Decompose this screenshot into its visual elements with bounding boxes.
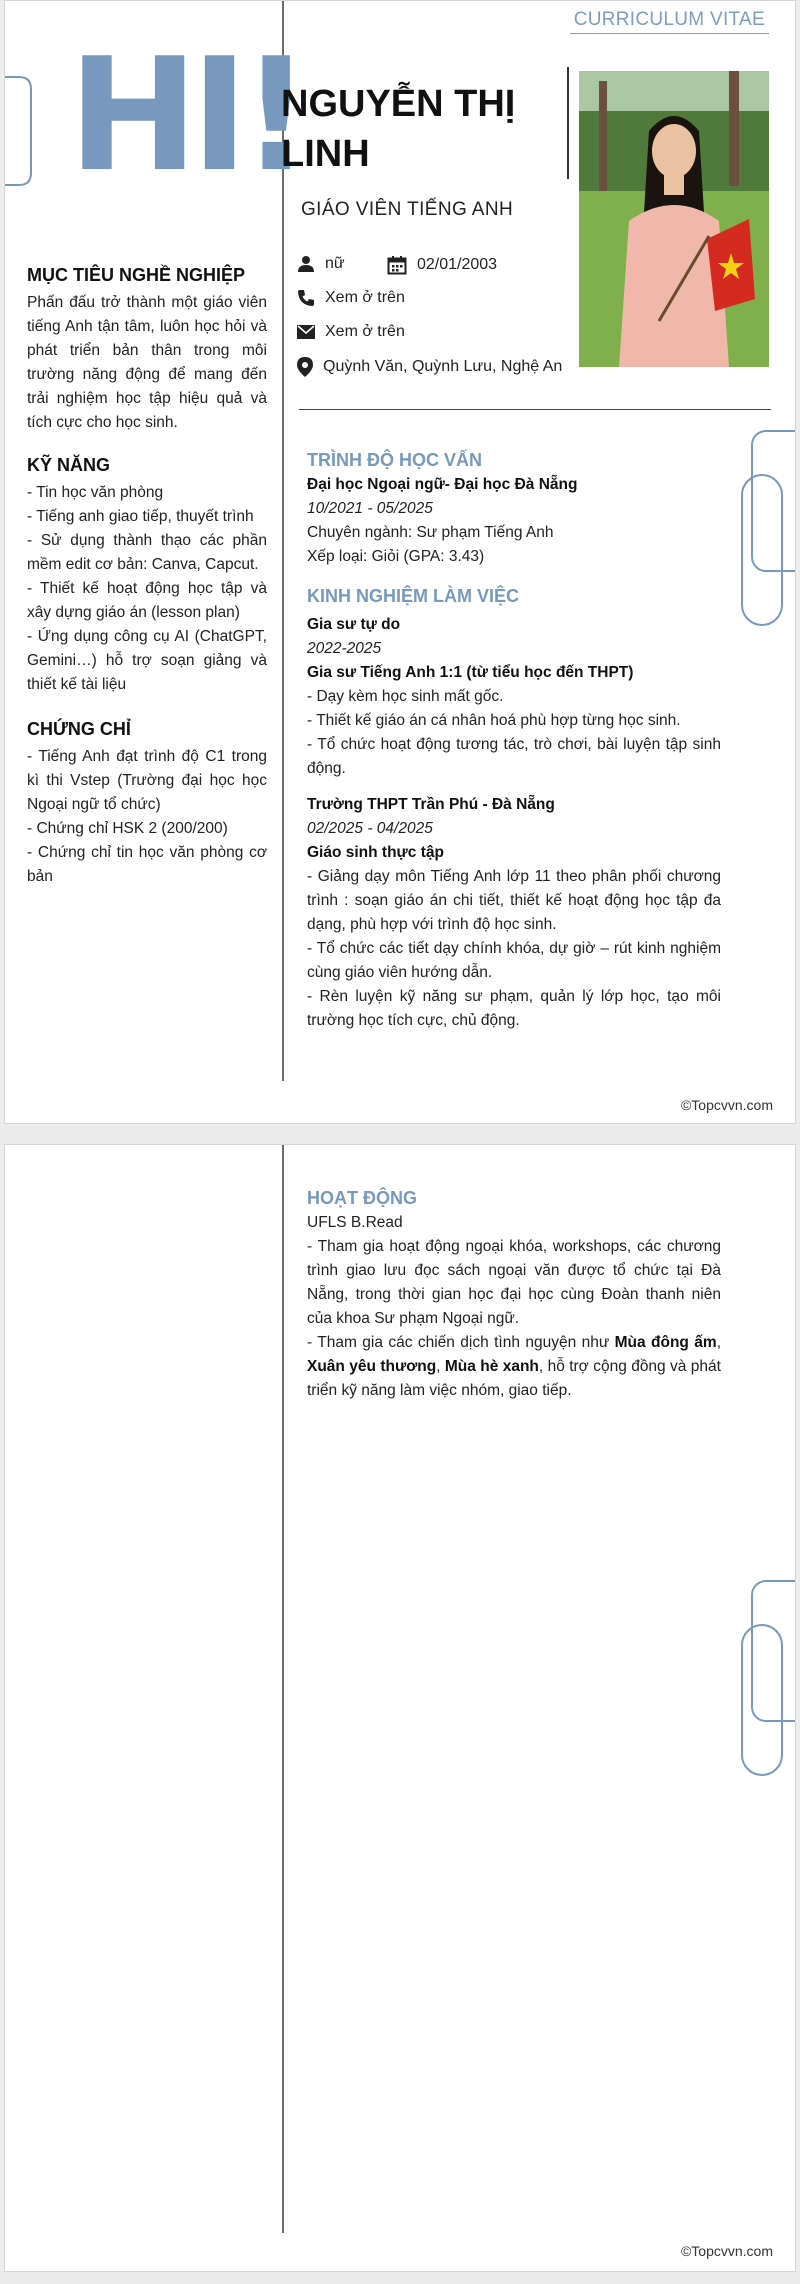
job-period: 02/2025 - 04/2025: [307, 820, 433, 837]
career-goal-title: MỤC TIÊU NGHỀ NGHIỆP: [27, 265, 246, 285]
job-bullets: [307, 685, 721, 781]
experience-title: KINH NGHIỆM LÀM VIỆC: [307, 586, 520, 606]
campaign-name: Mùa hè xanh: [444, 1358, 539, 1375]
contact-phone: [297, 289, 405, 307]
job-period: 2022-2025: [307, 640, 382, 657]
experience-job-2: [307, 793, 721, 1033]
activities-org: UFLS B.Read: [307, 1214, 403, 1231]
education-period: 10/2021 - 05/2025: [307, 500, 433, 517]
phone-icon: [297, 289, 315, 307]
job-bullet: - Dạy kèm học sinh mất gốc.: [307, 688, 504, 705]
experience-section: [307, 583, 721, 1033]
activities-section: [307, 1185, 721, 1403]
address-value: Quỳnh Văn, Quỳnh Lưu, Nghệ An: [323, 358, 563, 375]
email-icon: [297, 325, 315, 339]
certificate-item: - Chứng chỉ HSK 2 (200/200): [27, 820, 228, 837]
contact-gender: [297, 255, 345, 273]
job-bullet: - Rèn luyện kỹ năng sư phạm, quản lý lớp học, tạo môi trường học tích cực, chủ động.: [307, 988, 721, 1029]
activity-text: , hỗ trợ cộng đồng và phát triển kỹ năng làm việc nhóm, giao tiếp.: [307, 1358, 721, 1399]
job-company: Gia sư tự do: [307, 616, 401, 633]
activity-item: - Tham gia hoạt động ngoại khóa, workshops, các chương trình giao lưu đọc sách ngoại văn được tổ chức tại Đà Nẵng, trong thời gian học đại học cùng Đoàn thanh niên của khoa Sư phạm Ngoại ngữ.: [307, 1238, 721, 1327]
email-value: Xem ở trên: [325, 323, 405, 340]
cv-page-1: [4, 0, 796, 1124]
profile-photo: [579, 71, 769, 367]
name-line-1: NGUYỄN THỊ: [281, 83, 516, 125]
skills-list: [27, 481, 267, 697]
phone-value: Xem ở trên: [325, 289, 405, 306]
decorative-outline-right: [740, 429, 796, 629]
header-divider: [299, 409, 771, 410]
skill-item: - Ứng dụng công cụ AI (ChatGPT, Gemini…) hỗ trợ soạn giảng và thiết kế tài liệu: [27, 628, 267, 693]
name-line-2: LINH: [281, 133, 370, 175]
separator: ,: [436, 1358, 445, 1375]
decorative-outline-right: [740, 1579, 796, 1779]
skill-item: - Thiết kế hoạt động học tập và xây dựng giáo án (lesson plan): [27, 580, 267, 621]
calendar-icon: [387, 255, 407, 275]
separator: ,: [716, 1334, 721, 1351]
skills-section: [27, 453, 267, 697]
certificates-title: CHỨNG CHỈ: [27, 719, 131, 739]
activities-title: HOẠT ĐỘNG: [307, 1188, 417, 1208]
skills-title: KỸ NĂNG: [27, 455, 111, 475]
skill-item: - Tiếng anh giao tiếp, thuyết trình: [27, 508, 254, 525]
cv-page-2: [4, 1144, 796, 2272]
hi-text: HI!: [68, 24, 304, 206]
education-section: [307, 447, 721, 569]
contact-address: [297, 357, 562, 377]
job-role: Giáo sinh thực tập: [307, 844, 444, 861]
job-role: Gia sư Tiếng Anh 1:1 (từ tiểu học đến THPT): [307, 664, 634, 681]
career-goal-section: [27, 263, 267, 435]
education-major: Chuyên ngành: Sư phạm Tiếng Anh: [307, 524, 554, 541]
certificates-section: [27, 717, 267, 889]
certificates-list: [27, 745, 267, 889]
dob-value: 02/01/2003: [417, 256, 498, 273]
skill-item: - Sử dụng thành thạo các phần mềm edit cơ bản: Canva, Capcut.: [27, 532, 267, 573]
education-title: TRÌNH ĐỘ HỌC VẤN: [307, 450, 482, 470]
candidate-name: [281, 79, 571, 179]
location-icon: [297, 357, 313, 377]
certificate-item: - Tiếng Anh đạt trình độ C1 trong kì thi Vstep (Trường đại học học Ngoại ngữ tổ chức): [27, 748, 267, 813]
gender-value: nữ: [325, 255, 345, 272]
campaign-name: Xuân yêu thương: [307, 1358, 437, 1375]
skill-item: - Tin học văn phòng: [27, 484, 164, 501]
job-bullet: - Thiết kế giáo án cá nhân hoá phù hợp từng học sinh.: [307, 712, 681, 729]
contact-dob: [387, 255, 497, 275]
footer-credit: ©Topcvvn.com: [680, 1097, 773, 1113]
experience-job-1: [307, 613, 721, 781]
cv-label: CURRICULUM VITAE: [570, 9, 769, 34]
job-company: Trường THPT Trần Phú - Đà Nẵng: [307, 796, 555, 813]
education-grade: Xếp loại: Giỏi (GPA: 3.43): [307, 548, 485, 565]
user-icon: [297, 255, 315, 273]
name-separator: [567, 67, 569, 179]
certificate-item: - Chứng chỉ tin học văn phòng cơ bản: [27, 844, 267, 885]
footer-credit: ©Topcvvn.com: [680, 2243, 773, 2259]
job-bullet: - Giảng dạy môn Tiếng Anh lớp 11 theo phân phối chương trình : soạn giáo án chi tiết, thiết kế hoạt động học tập đa dạng, phù hợp với trình độ học sinh.: [307, 868, 721, 933]
activity-text: - Tham gia các chiến dịch tình nguyện như: [307, 1334, 615, 1351]
job-title: GIÁO VIÊN TIẾNG ANH: [301, 199, 514, 220]
campaign-name: Mùa đông ấm: [614, 1334, 717, 1351]
career-goal-text: Phấn đấu trở thành một giáo viên tiếng Anh tận tâm, luôn học hỏi và phát triển bản thân trong môi trường năng động để mang đến trải nghiệm học tập hiệu quả và tích cực cho học sinh.: [27, 294, 267, 431]
decorative-outline-left: [5, 75, 35, 187]
contact-email: [297, 323, 405, 341]
job-bullet: - Tổ chức các tiết dạy chính khóa, dự giờ – rút kinh nghiệm cùng giáo viên hướng dẫn.: [307, 940, 721, 981]
column-divider: [282, 1145, 284, 2233]
job-bullets: [307, 865, 721, 1033]
activity-item: [307, 1331, 721, 1403]
job-bullet: - Tổ chức hoạt động tương tác, trò chơi, bài luyện tập sinh động.: [307, 736, 721, 777]
education-school: Đại học Ngoại ngữ- Đại học Đà Nẵng: [307, 476, 578, 493]
